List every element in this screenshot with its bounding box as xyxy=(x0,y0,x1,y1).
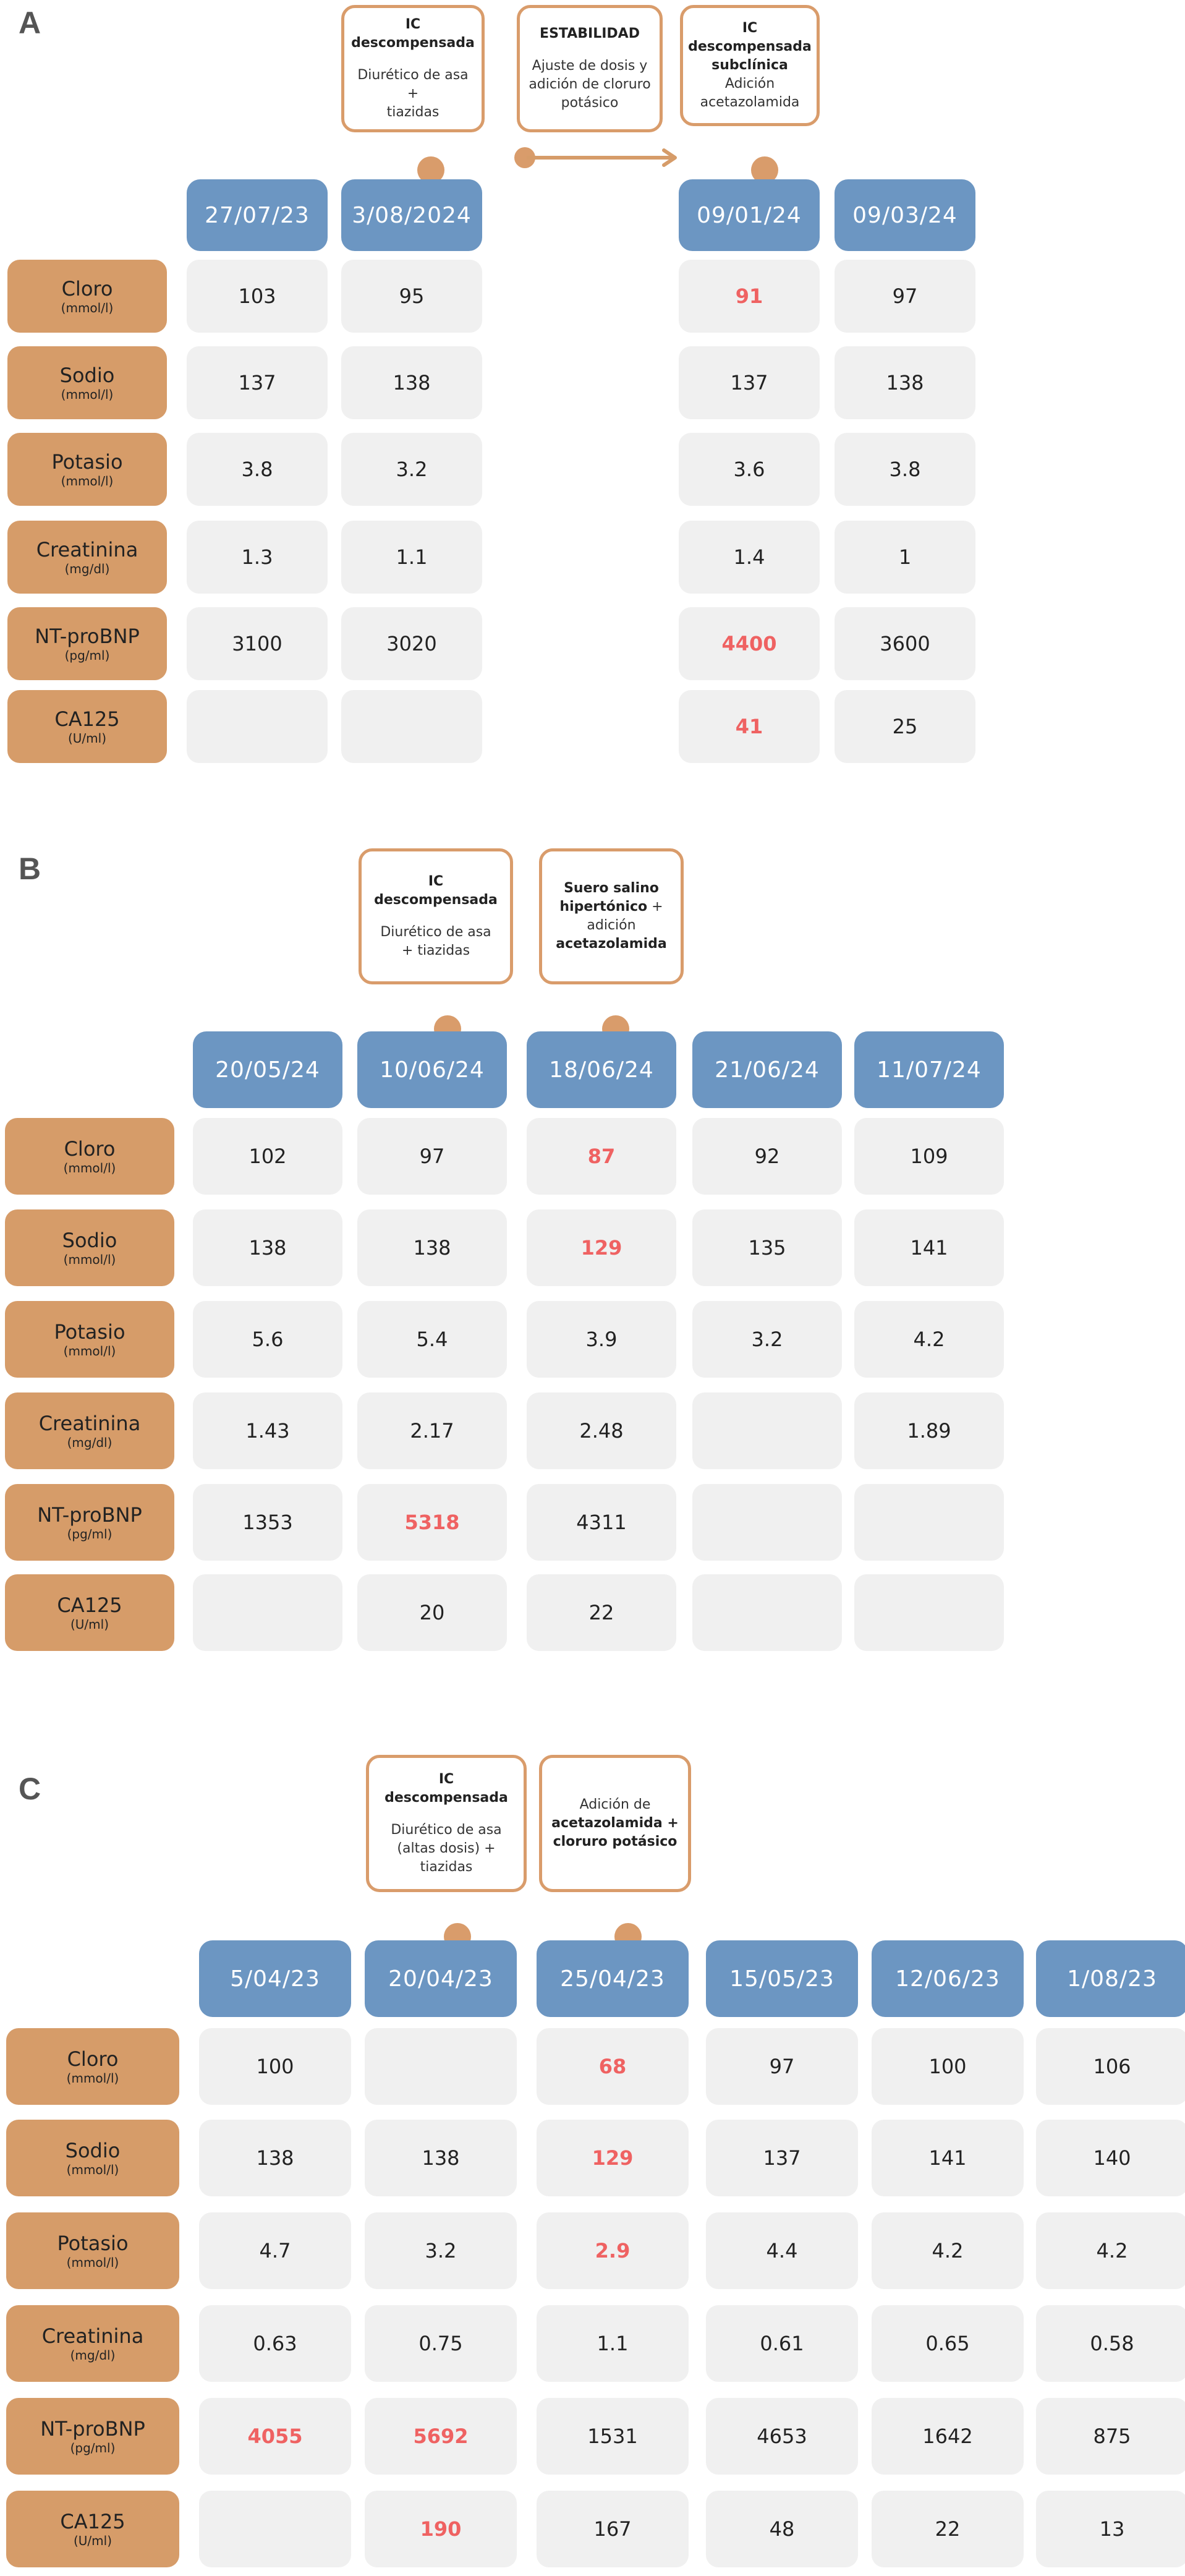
row-label-unit: (mmol/l) xyxy=(61,301,114,315)
panel-b-cell-ca125 xyxy=(692,1574,842,1651)
row-label-text: Creatinina xyxy=(38,1412,141,1435)
panel-b-cell-cloro: 87 xyxy=(527,1118,676,1195)
event-line-text: hipertónico xyxy=(559,899,648,915)
panel-a-cell-ca125: 25 xyxy=(835,690,975,763)
event-line xyxy=(351,34,475,53)
panel-c-cell-creatinina: 0.58 xyxy=(1036,2305,1185,2382)
panel-b-cell-creatinina: 1.89 xyxy=(854,1392,1004,1469)
panel-b-cell-creatinina xyxy=(692,1392,842,1469)
panel-b-date-header: 18/06/24 xyxy=(527,1031,676,1108)
row-label-text: CA125 xyxy=(54,707,120,731)
row-label-text: Potasio xyxy=(51,450,123,474)
panel-c-cell-ca125 xyxy=(199,2491,351,2567)
event-line xyxy=(553,1833,677,1851)
panel-b-cell-cloro: 97 xyxy=(357,1118,507,1195)
panel-b-cell-cloro: 102 xyxy=(193,1118,342,1195)
panel-c-cell-creatinina: 0.63 xyxy=(199,2305,351,2382)
panel-b-date-header: 10/06/24 xyxy=(357,1031,507,1108)
event-line xyxy=(540,25,640,43)
row-label-text: Creatinina xyxy=(36,538,138,561)
panel-b-cell-cloro: 109 xyxy=(854,1118,1004,1195)
event-line xyxy=(700,93,800,112)
panel-c-cell-potasio: 4.4 xyxy=(706,2212,858,2289)
event-line-text: Suero salino xyxy=(564,881,659,896)
panel-b-row-label-cloro xyxy=(5,1118,174,1195)
event-line-text: ESTABILIDAD xyxy=(540,26,640,41)
row-label-unit: (mmol/l) xyxy=(63,1344,116,1358)
event-line xyxy=(580,1796,651,1814)
panel-c-date-header: 12/06/23 xyxy=(872,1940,1024,2017)
event-line-text: descompensada xyxy=(688,39,812,54)
panel-c-row-label-cloro xyxy=(6,2028,179,2105)
panel-a-cell-sodio: 138 xyxy=(341,346,482,419)
panel-b-date-header: 20/05/24 xyxy=(193,1031,342,1108)
panel-b-cell-nt-probnp xyxy=(692,1484,842,1561)
panel-a-event-box xyxy=(517,5,663,132)
panel-c-row-label-nt-probnp xyxy=(6,2398,179,2475)
panel-b-cell-potasio: 3.2 xyxy=(692,1301,842,1378)
row-label-text: Cloro xyxy=(67,2047,119,2071)
panel-b-cell-potasio: 5.6 xyxy=(193,1301,342,1378)
panel-b-letter: B xyxy=(19,851,41,886)
event-line-text: descompensada xyxy=(351,35,475,51)
event-line-text: Adición xyxy=(724,76,775,92)
panel-a-cell-creatinina: 1.3 xyxy=(187,521,328,594)
panel-c-cell-creatinina: 0.65 xyxy=(872,2305,1024,2382)
panel-a-row-label-cloro xyxy=(7,260,167,333)
row-label-text: Sodio xyxy=(65,2139,121,2162)
row-label-text: Potasio xyxy=(54,1320,125,1344)
panel-c-cell-ca125: 48 xyxy=(706,2491,858,2567)
panel-b-row-label-creatinina xyxy=(5,1392,174,1469)
panel-a-event-box xyxy=(680,5,820,126)
event-line-text: acetazolamida + xyxy=(551,1815,679,1831)
row-label-unit: (U/ml) xyxy=(67,731,107,746)
row-label-text: CA125 xyxy=(57,1593,122,1617)
event-line xyxy=(587,916,635,935)
panel-b-event-box xyxy=(359,848,513,984)
panel-b-cell-sodio: 138 xyxy=(193,1209,342,1286)
panel-c-cell-cloro: 68 xyxy=(537,2028,689,2105)
event-line-text: IC xyxy=(428,874,444,889)
event-line xyxy=(556,935,667,953)
panel-c-date-header: 1/08/23 xyxy=(1036,1940,1185,2017)
panel-b-row-label-sodio xyxy=(5,1209,174,1286)
event-line-text: IC xyxy=(405,17,421,32)
row-label-unit: (mmol/l) xyxy=(63,1252,116,1267)
event-line-text: Diurético de asa xyxy=(391,1822,502,1838)
panel-a-cell-creatinina: 1 xyxy=(835,521,975,594)
panel-a-cell-ca125 xyxy=(187,690,328,763)
panel-a-cell-nt-probnp: 3100 xyxy=(187,607,328,680)
panel-c-event-box xyxy=(539,1755,691,1892)
panel-a-cell-potasio: 3.8 xyxy=(187,433,328,506)
panel-c-date-header: 25/04/23 xyxy=(537,1940,689,2017)
panel-b-cell-sodio: 138 xyxy=(357,1209,507,1286)
event-line-text: tiazidas xyxy=(386,104,440,120)
row-label-unit: (pg/ml) xyxy=(67,1527,113,1542)
event-line xyxy=(551,1814,679,1833)
panel-a-cell-sodio: 137 xyxy=(679,346,820,419)
row-label-unit: (mg/dl) xyxy=(64,561,110,576)
panel-c-date-header: 5/04/23 xyxy=(199,1940,351,2017)
panel-c-cell-potasio: 3.2 xyxy=(365,2212,517,2289)
event-line-text: descompensada xyxy=(374,892,498,908)
panel-b-cell-nt-probnp: 4311 xyxy=(527,1484,676,1561)
panel-a-cell-cloro: 103 xyxy=(187,260,328,333)
panel-c-cell-ca125: 22 xyxy=(872,2491,1024,2567)
row-label-text: Sodio xyxy=(59,364,115,387)
panel-c-cell-ca125: 167 xyxy=(537,2491,689,2567)
event-line-text: acetazolamida xyxy=(700,95,800,110)
panel-a-cell-ca125 xyxy=(341,690,482,763)
panel-c-cell-nt-probnp: 1642 xyxy=(872,2398,1024,2475)
event-line-text: Diurético de asa + xyxy=(357,67,469,101)
panel-b-cell-creatinina: 1.43 xyxy=(193,1392,342,1469)
panel-c-cell-nt-probnp: 4653 xyxy=(706,2398,858,2475)
panel-c-cell-nt-probnp: 875 xyxy=(1036,2398,1185,2475)
row-label-unit: (U/ml) xyxy=(70,1617,109,1632)
panel-c-cell-sodio: 138 xyxy=(199,2120,351,2196)
event-line xyxy=(374,891,498,910)
panel-b-date-header: 21/06/24 xyxy=(692,1031,842,1108)
panel-c-row-label-potasio xyxy=(6,2212,179,2289)
panel-a-date-header: 09/01/24 xyxy=(679,179,820,251)
panel-b-cell-ca125: 20 xyxy=(357,1574,507,1651)
panel-b-cell-cloro: 92 xyxy=(692,1118,842,1195)
event-line-text: potásico xyxy=(561,95,619,111)
row-label-unit: (mmol/l) xyxy=(66,2162,119,2177)
event-line xyxy=(559,898,663,916)
panel-c-cell-sodio: 137 xyxy=(706,2120,858,2196)
event-line-suffix: + xyxy=(647,899,663,915)
panel-a-cell-creatinina: 1.4 xyxy=(679,521,820,594)
event-line xyxy=(350,66,475,103)
panel-b-date-header: 11/07/24 xyxy=(854,1031,1004,1108)
panel-c-cell-nt-probnp: 4055 xyxy=(199,2398,351,2475)
panel-a-cell-potasio: 3.2 xyxy=(341,433,482,506)
panel-a-row-label-sodio xyxy=(7,346,167,419)
panel-b-cell-creatinina: 2.17 xyxy=(357,1392,507,1469)
panel-b-cell-sodio: 141 xyxy=(854,1209,1004,1286)
event-line xyxy=(406,15,420,34)
panel-b-cell-sodio: 129 xyxy=(527,1209,676,1286)
panel-c-cell-sodio: 129 xyxy=(537,2120,689,2196)
row-label-text: CA125 xyxy=(60,2510,125,2533)
panel-b-cell-creatinina: 2.48 xyxy=(527,1392,676,1469)
panel-a-cell-nt-probnp: 3020 xyxy=(341,607,482,680)
row-label-unit: (mg/dl) xyxy=(70,2348,116,2363)
event-line xyxy=(532,57,648,75)
panel-b-cell-nt-probnp xyxy=(854,1484,1004,1561)
panel-b-cell-nt-probnp: 5318 xyxy=(357,1484,507,1561)
row-label-text: Potasio xyxy=(57,2232,129,2255)
event-line-text: descompensada xyxy=(384,1790,508,1806)
panel-c-cell-cloro: 106 xyxy=(1036,2028,1185,2105)
panel-c-date-header: 20/04/23 xyxy=(365,1940,517,2017)
panel-c-cell-cloro xyxy=(365,2028,517,2105)
event-line-text: Ajuste de dosis y xyxy=(532,58,648,74)
panel-c-cell-ca125: 190 xyxy=(365,2491,517,2567)
panel-a-event-box xyxy=(341,5,485,132)
event-line xyxy=(391,1821,501,1840)
event-line xyxy=(439,1770,454,1789)
event-line xyxy=(420,1858,473,1877)
panel-b-event-box xyxy=(539,848,684,984)
panel-a-row-label-nt-probnp xyxy=(7,607,167,680)
panel-a-stability-arrow xyxy=(514,148,679,167)
panel-a-cell-ca125: 41 xyxy=(679,690,820,763)
panel-a-row-label-creatinina xyxy=(7,521,167,594)
event-line xyxy=(397,1840,495,1858)
panel-a-cell-potasio: 3.8 xyxy=(835,433,975,506)
row-label-text: Creatinina xyxy=(41,2324,144,2348)
event-line xyxy=(725,75,775,93)
event-line xyxy=(529,75,650,94)
panel-b-cell-ca125: 22 xyxy=(527,1574,676,1651)
row-label-text: NT-proBNP xyxy=(40,2417,145,2441)
panel-c-cell-nt-probnp: 5692 xyxy=(365,2398,517,2475)
event-line xyxy=(380,923,491,942)
event-line-text: IC xyxy=(742,20,758,36)
event-line xyxy=(742,19,757,38)
panel-a-cell-sodio: 138 xyxy=(835,346,975,419)
panel-c-date-header: 15/05/23 xyxy=(706,1940,858,2017)
row-label-unit: (pg/ml) xyxy=(64,648,110,663)
panel-c-cell-ca125: 13 xyxy=(1036,2491,1185,2567)
event-line xyxy=(428,872,443,891)
panel-b-cell-ca125 xyxy=(193,1574,342,1651)
panel-c-cell-potasio: 4.2 xyxy=(872,2212,1024,2289)
row-label-unit: (U/ml) xyxy=(73,2533,113,2548)
event-line xyxy=(387,103,440,122)
event-line-text: (altas dosis) + xyxy=(397,1841,496,1856)
panel-c-cell-sodio: 140 xyxy=(1036,2120,1185,2196)
event-line xyxy=(402,942,470,960)
panel-c-letter: C xyxy=(19,1772,41,1806)
panel-a-date-header: 09/03/24 xyxy=(835,179,975,251)
event-line-text: cloruro potásico xyxy=(553,1834,677,1849)
row-label-text: Cloro xyxy=(64,1137,116,1161)
event-line-text: IC xyxy=(438,1772,454,1787)
panel-a-cell-creatinina: 1.1 xyxy=(341,521,482,594)
event-line-text: Diurético de asa xyxy=(380,924,491,940)
event-line xyxy=(561,94,619,113)
panel-c-cell-nt-probnp: 1531 xyxy=(537,2398,689,2475)
event-line-text: subclínica xyxy=(711,58,788,73)
row-label-text: NT-proBNP xyxy=(37,1503,142,1527)
row-label-unit: (mg/dl) xyxy=(67,1435,113,1450)
panel-a-cell-cloro: 97 xyxy=(835,260,975,333)
panel-c-cell-sodio: 141 xyxy=(872,2120,1024,2196)
event-line-text: acetazolamida xyxy=(556,936,667,952)
panel-c-cell-creatinina: 0.61 xyxy=(706,2305,858,2382)
panel-a-cell-nt-probnp: 4400 xyxy=(679,607,820,680)
panel-c-cell-cloro: 100 xyxy=(199,2028,351,2105)
panel-a-cell-sodio: 137 xyxy=(187,346,328,419)
panel-c-cell-creatinina: 1.1 xyxy=(537,2305,689,2382)
panel-b-cell-sodio: 135 xyxy=(692,1209,842,1286)
row-label-unit: (mmol/l) xyxy=(61,474,114,488)
panel-c-cell-potasio: 4.2 xyxy=(1036,2212,1185,2289)
panel-b-row-label-nt-probnp xyxy=(5,1484,174,1561)
event-line-text: adición xyxy=(587,918,636,933)
panel-b-cell-nt-probnp: 1353 xyxy=(193,1484,342,1561)
panel-b-row-label-ca125 xyxy=(5,1574,174,1651)
event-line-text: tiazidas xyxy=(420,1859,473,1875)
event-line-text: Adición de xyxy=(579,1797,651,1812)
panel-c-cell-sodio: 138 xyxy=(365,2120,517,2196)
panel-b-cell-potasio: 3.9 xyxy=(527,1301,676,1378)
panel-c-row-label-sodio xyxy=(6,2120,179,2196)
panel-a-date-header: 27/07/23 xyxy=(187,179,328,251)
panel-c-cell-potasio: 2.9 xyxy=(537,2212,689,2289)
panel-b-cell-potasio: 5.4 xyxy=(357,1301,507,1378)
panel-a-date-header: 3/08/2024 xyxy=(341,179,482,251)
panel-a-letter: A xyxy=(19,6,41,40)
panel-c-event-box xyxy=(366,1755,527,1892)
row-label-unit: (mmol/l) xyxy=(61,387,114,402)
event-line-text: adición de cloruro xyxy=(529,77,651,92)
row-label-unit: (pg/ml) xyxy=(70,2441,116,2455)
panel-c-cell-creatinina: 0.75 xyxy=(365,2305,517,2382)
panel-c-row-label-ca125 xyxy=(6,2491,179,2567)
panel-b-row-label-potasio xyxy=(5,1301,174,1378)
row-label-text: Cloro xyxy=(61,277,113,301)
event-line xyxy=(711,56,788,75)
panel-b-cell-ca125 xyxy=(854,1574,1004,1651)
row-label-text: NT-proBNP xyxy=(35,625,140,648)
panel-c-cell-cloro: 97 xyxy=(706,2028,858,2105)
event-line-text: + tiazidas xyxy=(401,943,470,958)
event-line xyxy=(688,38,812,56)
panel-a-cell-potasio: 3.6 xyxy=(679,433,820,506)
event-line xyxy=(384,1789,508,1807)
panel-c-row-label-creatinina xyxy=(6,2305,179,2382)
row-label-unit: (mmol/l) xyxy=(66,2071,119,2086)
event-line xyxy=(564,879,659,898)
panel-a-row-label-potasio xyxy=(7,433,167,506)
panel-a-row-label-ca125 xyxy=(7,690,167,763)
row-label-text: Sodio xyxy=(62,1229,117,1252)
row-label-unit: (mmol/l) xyxy=(63,1161,116,1175)
panel-c-cell-potasio: 4.7 xyxy=(199,2212,351,2289)
row-label-unit: (mmol/l) xyxy=(66,2255,119,2270)
panel-a-cell-nt-probnp: 3600 xyxy=(835,607,975,680)
panel-a-cell-cloro: 91 xyxy=(679,260,820,333)
panel-b-cell-potasio: 4.2 xyxy=(854,1301,1004,1378)
panel-c-cell-cloro: 100 xyxy=(872,2028,1024,2105)
panel-a-cell-cloro: 95 xyxy=(341,260,482,333)
